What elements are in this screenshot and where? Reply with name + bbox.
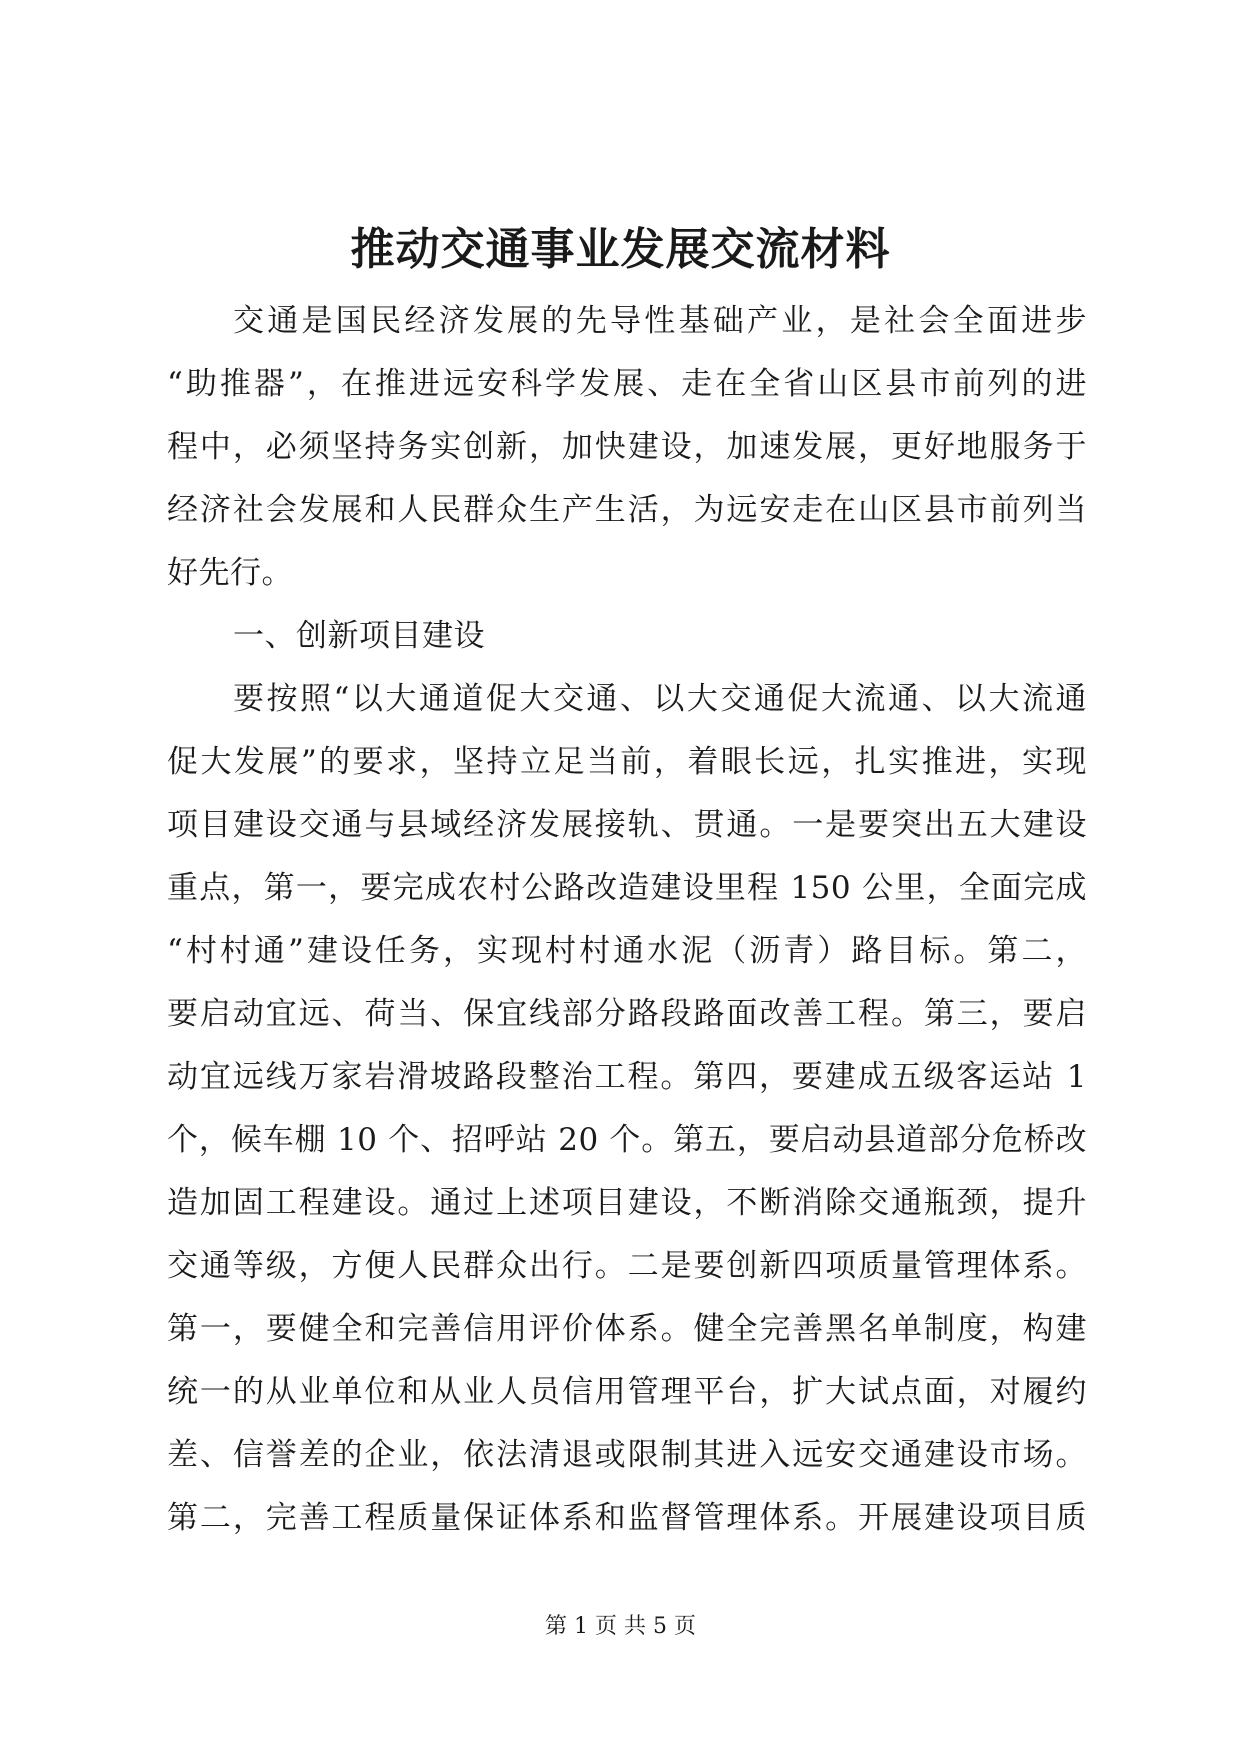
body-line: 项目建设交通与县域经济发展接轨、贯通。一是要突出五大建设 <box>167 807 1087 843</box>
section-heading: 一、创新项目建设 <box>233 618 485 654</box>
body-line: 促大发展”的要求，坚持立足当前，着眼长远，扎实推进，实现 <box>167 744 1087 780</box>
body-line: 经济社会发展和人民群众生产生活，为远安走在山区县市前列当 <box>167 492 1087 528</box>
body-line: 程中，必须坚持务实创新，加快建设，加速发展，更好地服务于 <box>167 429 1087 465</box>
body-line: 统一的从业单位和从业人员信用管理平台，扩大试点面，对履约 <box>167 1374 1087 1410</box>
body-line: 个，候车棚 10 个、招呼站 20 个。第五，要启动县道部分危桥改 <box>167 1122 1087 1158</box>
body-line: 重点，第一，要完成农村公路改造建设里程 150 公里，全面完成 <box>167 870 1087 906</box>
body-line: 动宜远线万家岩滑坡路段整治工程。第四，要建成五级客运站 1 <box>167 1059 1087 1095</box>
body-line: 好先行。 <box>167 555 293 591</box>
body-line: “助推器”，在推进远安科学发展、走在全省山区县市前列的进 <box>167 366 1087 402</box>
body-line: “村村通”建设任务，实现村村通水泥（沥青）路目标。第二， <box>167 933 1087 969</box>
body-line: 交通是国民经济发展的先导性基础产业，是社会全面进步 <box>233 303 1087 339</box>
body-line: 造加固工程建设。通过上述项目建设，不断消除交通瓶颈，提升 <box>167 1185 1087 1221</box>
body-line: 要按照“以大通道促大交通、以大交通促大流通、以大流通 <box>233 681 1087 717</box>
document-body <box>167 290 1087 1550</box>
body-line: 差、信誉差的企业，依法清退或限制其进入远安交通建设市场。 <box>167 1437 1087 1473</box>
body-line: 要启动宜远、荷当、保宜线部分路段路面改善工程。第三，要启 <box>167 996 1087 1032</box>
document-title: 推动交通事业发展交流材料 <box>350 224 891 275</box>
body-line: 第二，完善工程质量保证体系和监督管理体系。开展建设项目质 <box>167 1500 1087 1536</box>
page-number-footer: 第 1 页 共 5 页 <box>545 1614 696 1639</box>
body-line: 交通等级，方便人民群众出行。二是要创新四项质量管理体系。 <box>167 1248 1087 1284</box>
body-line: 第一，要健全和完善信用评价体系。健全完善黑名单制度，构建 <box>167 1311 1087 1347</box>
